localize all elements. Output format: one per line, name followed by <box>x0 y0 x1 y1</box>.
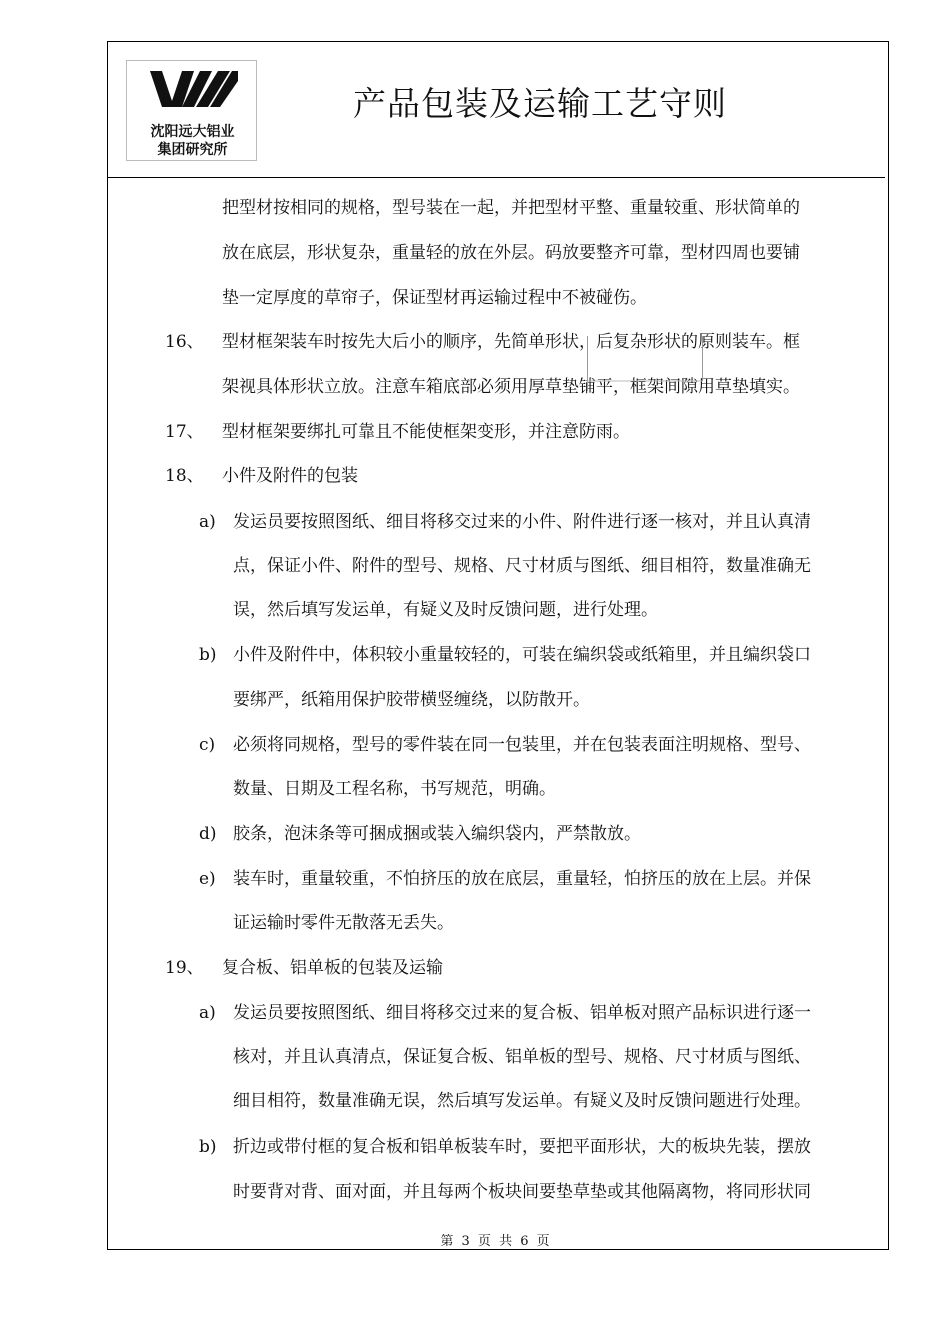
body-line: 发运员要按照图纸、细目将移交过来的复合板、铝单板对照产品标识进行逐一 <box>233 1003 811 1023</box>
body-line: 核对，并且认真清点，保证复合板、铝单板的型号、规格、尺寸材质与图纸、 <box>233 1047 811 1067</box>
footer-mid2: 共 <box>499 1234 513 1249</box>
page-number: 3 <box>461 1234 470 1249</box>
body-line: 必须将同规格，型号的零件装在同一包装里，并在包装表面注明规格、型号、 <box>233 735 811 755</box>
body-line: 架视具体形状立放。注意车箱底部必须用厚草垫铺平，框架间隙用草垫填实。 <box>222 377 800 397</box>
body-line: 要绑严，纸箱用保护胶带横竖缠绕，以防散开。 <box>233 690 590 710</box>
sub-item-label: a) <box>199 512 216 532</box>
section-heading: 小件及附件的包装 <box>222 466 358 486</box>
company-logo <box>126 60 257 161</box>
item-number: 19、 <box>165 958 204 978</box>
body-line: 型材框架要绑扎可靠且不能使框架变形，并注意防雨。 <box>222 422 630 442</box>
header-divider <box>107 177 885 178</box>
body-line: 点，保证小件、附件的型号、规格、尺寸材质与图纸、细目相符，数量准确无 <box>233 556 811 576</box>
logo-stripes-icon <box>148 67 238 111</box>
body-line: 细目相符，数量准确无误，然后填写发运单。有疑义及时反馈问题进行处理。 <box>233 1091 811 1111</box>
sub-item-label: b) <box>199 1137 217 1157</box>
body-line: 垫一定厚度的草帘子，保证型材再运输过程中不被碰伤。 <box>222 288 647 308</box>
body-line: 误，然后填写发运单，有疑义及时反馈问题，进行处理。 <box>233 600 658 620</box>
sub-item-label: c) <box>199 735 216 755</box>
edit-marks <box>587 336 703 391</box>
logo-org-name: 沈阳远大铝业 <box>150 124 235 140</box>
page-total: 6 <box>520 1234 529 1249</box>
document-title: 产品包装及运输工艺守则 <box>353 84 727 123</box>
sub-item-label: a) <box>199 1003 216 1023</box>
body-line: 小件及附件中，体积较小重量较轻的，可装在编织袋或纸箱里，并且编织袋口 <box>233 645 811 665</box>
item-number: 18、 <box>165 466 204 486</box>
sub-item-label: d) <box>199 824 217 844</box>
body-line: 发运员要按照图纸、细目将移交过来的小件、附件进行逐一核对，并且认真清 <box>233 512 811 532</box>
logo-org-dept: 集团研究所 <box>157 142 228 158</box>
sub-item-label: b) <box>199 645 217 665</box>
body-line: 放在底层，形状复杂，重量轻的放在外层。码放要整齐可靠，型材四周也要铺 <box>222 243 800 263</box>
footer-mid1: 页 <box>477 1234 491 1249</box>
section-heading: 复合板、铝单板的包装及运输 <box>222 958 443 978</box>
footer-prefix: 第 <box>440 1234 454 1249</box>
body-line: 折边或带付框的复合板和铝单板装车时，要把平面形状，大的板块先装，摆放 <box>233 1137 811 1157</box>
body-line: 时要背对背、面对面，并且每两个板块间要垫草垫或其他隔离物，将同形状同 <box>233 1182 811 1202</box>
sub-item-label: e) <box>199 869 216 889</box>
item-number: 16、 <box>165 332 204 352</box>
item-number: 17、 <box>165 422 204 442</box>
body-line: 把型材按相同的规格，型号装在一起，并把型材平整、重量较重、形状简单的 <box>222 198 800 218</box>
page-footer <box>0 1234 950 1250</box>
body-line: 胶条，泡沫条等可捆成捆或装入编织袋内，严禁散放。 <box>233 824 641 844</box>
body-line: 型材框架装车时按先大后小的顺序，先简单形状，后复杂形状的原则装车。框 <box>222 332 800 352</box>
footer-suffix: 页 <box>536 1234 550 1249</box>
body-line: 数量、日期及工程名称，书写规范，明确。 <box>233 779 556 799</box>
body-line: 装车时，重量较重，不怕挤压的放在底层，重量轻，怕挤压的放在上层。并保 <box>233 869 811 889</box>
body-line: 证运输时零件无散落无丢失。 <box>233 913 454 933</box>
